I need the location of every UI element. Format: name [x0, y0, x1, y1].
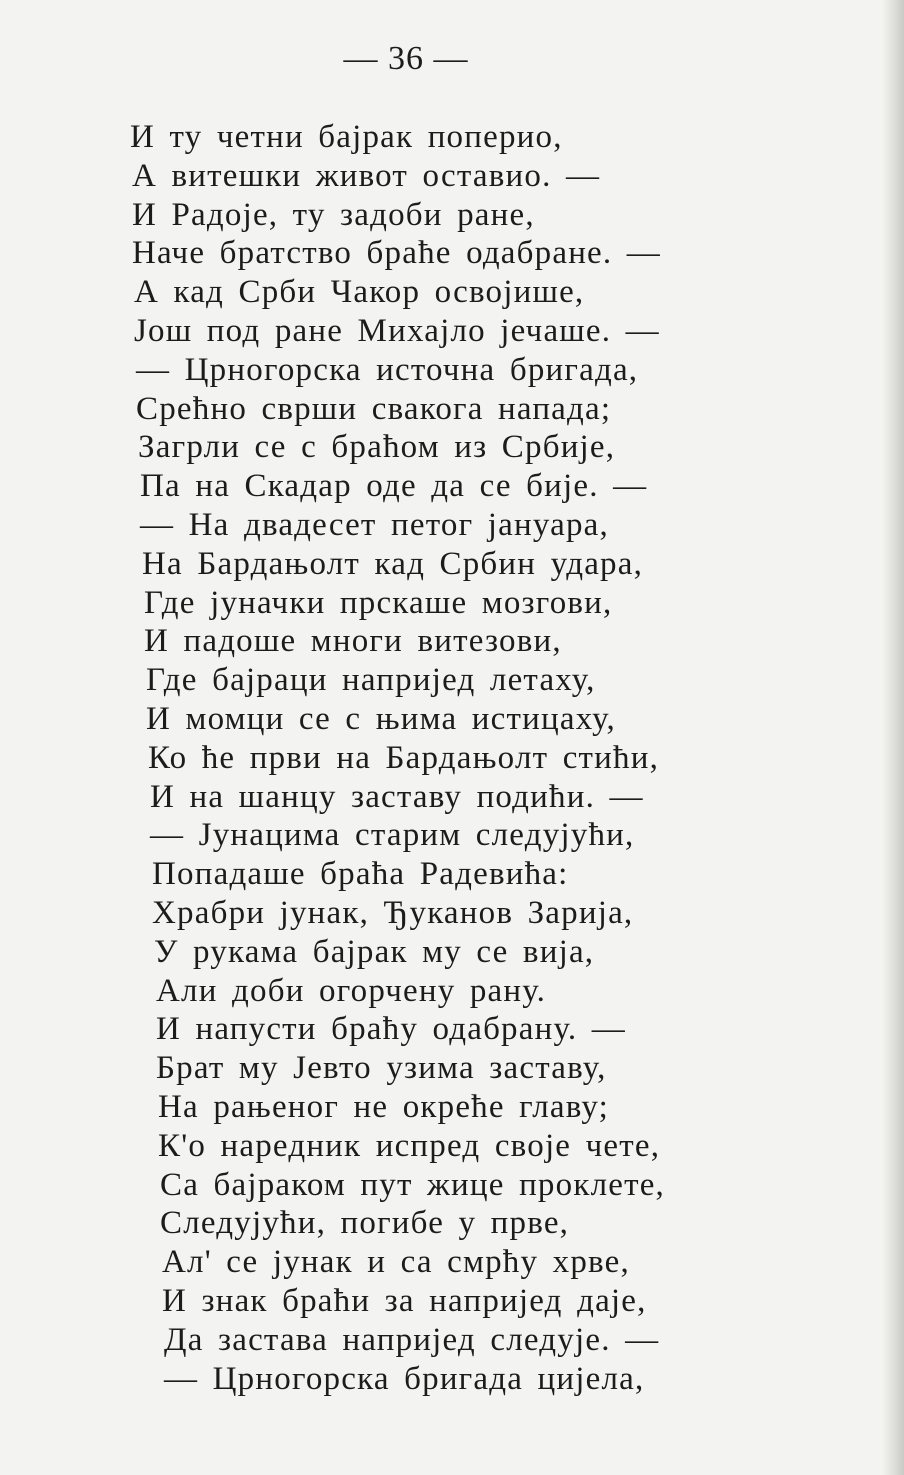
poem-line: — Јунацима старим следујући, [150, 817, 635, 854]
poem-line: Ал' се јунак и са смрћу хрве, [162, 1244, 630, 1281]
poem-line: Али доби огорчену рану. [156, 972, 547, 1009]
poem-line: И Радоје, ту задоби ране, [132, 196, 535, 233]
poem-line: И знак браћи за напријед даје, [162, 1282, 647, 1319]
poem-line: И падоше многи витезови, [144, 623, 562, 660]
poem-line: Попадаше браћа Радевића: [152, 856, 569, 893]
poem-line: И на шанцу заставу подићи. — [150, 778, 644, 815]
poem-line: Да застава напријед следује. — [164, 1321, 660, 1358]
poem-line: У рукама бајрак му се вија, [154, 933, 595, 970]
poem-line: И напусти браћу одабрану. — [156, 1011, 626, 1048]
poem-line: Загрли се с браћом из Србије, [138, 429, 616, 466]
poem-line: А кад Срби Чакор освојише, [134, 274, 585, 311]
poem-line: Следујући, погибе у прве, [160, 1205, 570, 1242]
poem-line: Још под ране Михајло јечаше. — [134, 312, 660, 349]
poem-line: Брат му Јевто узима заставу, [156, 1050, 607, 1087]
poem-line: Са бајраком пут жице проклете, [160, 1166, 665, 1203]
poem-line: И ту четни бајрак поперио, [130, 119, 563, 155]
poem-line: Храбри јунак, Ђуканов Зарија, [152, 894, 634, 931]
poem-line: К'о наредник испред своје чете, [158, 1127, 661, 1164]
poem-line: Па на Скадар оде да се бије. — [140, 468, 648, 505]
poem-line: На Бардањолт кад Србин удара, [142, 545, 644, 582]
poem-line: Где јуначки прскаше мозгови, [144, 584, 613, 621]
poem-line: — На двадесет петог јануара, [140, 506, 609, 543]
poem-line: Срећно сврши свакога напада; [136, 390, 612, 427]
poem-line: Наче братство браће одабране. — [132, 235, 661, 272]
poem-text [128, 118, 665, 1398]
page-number: — 36 — [343, 40, 469, 77]
poem-line: — Црногорска источна бригада, [136, 351, 639, 388]
poem-line: И момци се с њима истицаху, [146, 700, 616, 737]
poem-line: Где бајраци напријед летаху, [146, 662, 596, 699]
page-edge-shadow [882, 0, 904, 1475]
poem-line: На рањеног не окреће главу; [158, 1088, 610, 1125]
poem-line: А витешки живот оставио. — [132, 157, 601, 194]
poem-line: — Црногорска бригада цијела, [164, 1360, 645, 1397]
poem-line: Ко ће први на Бардањолт стићи, [148, 739, 660, 776]
